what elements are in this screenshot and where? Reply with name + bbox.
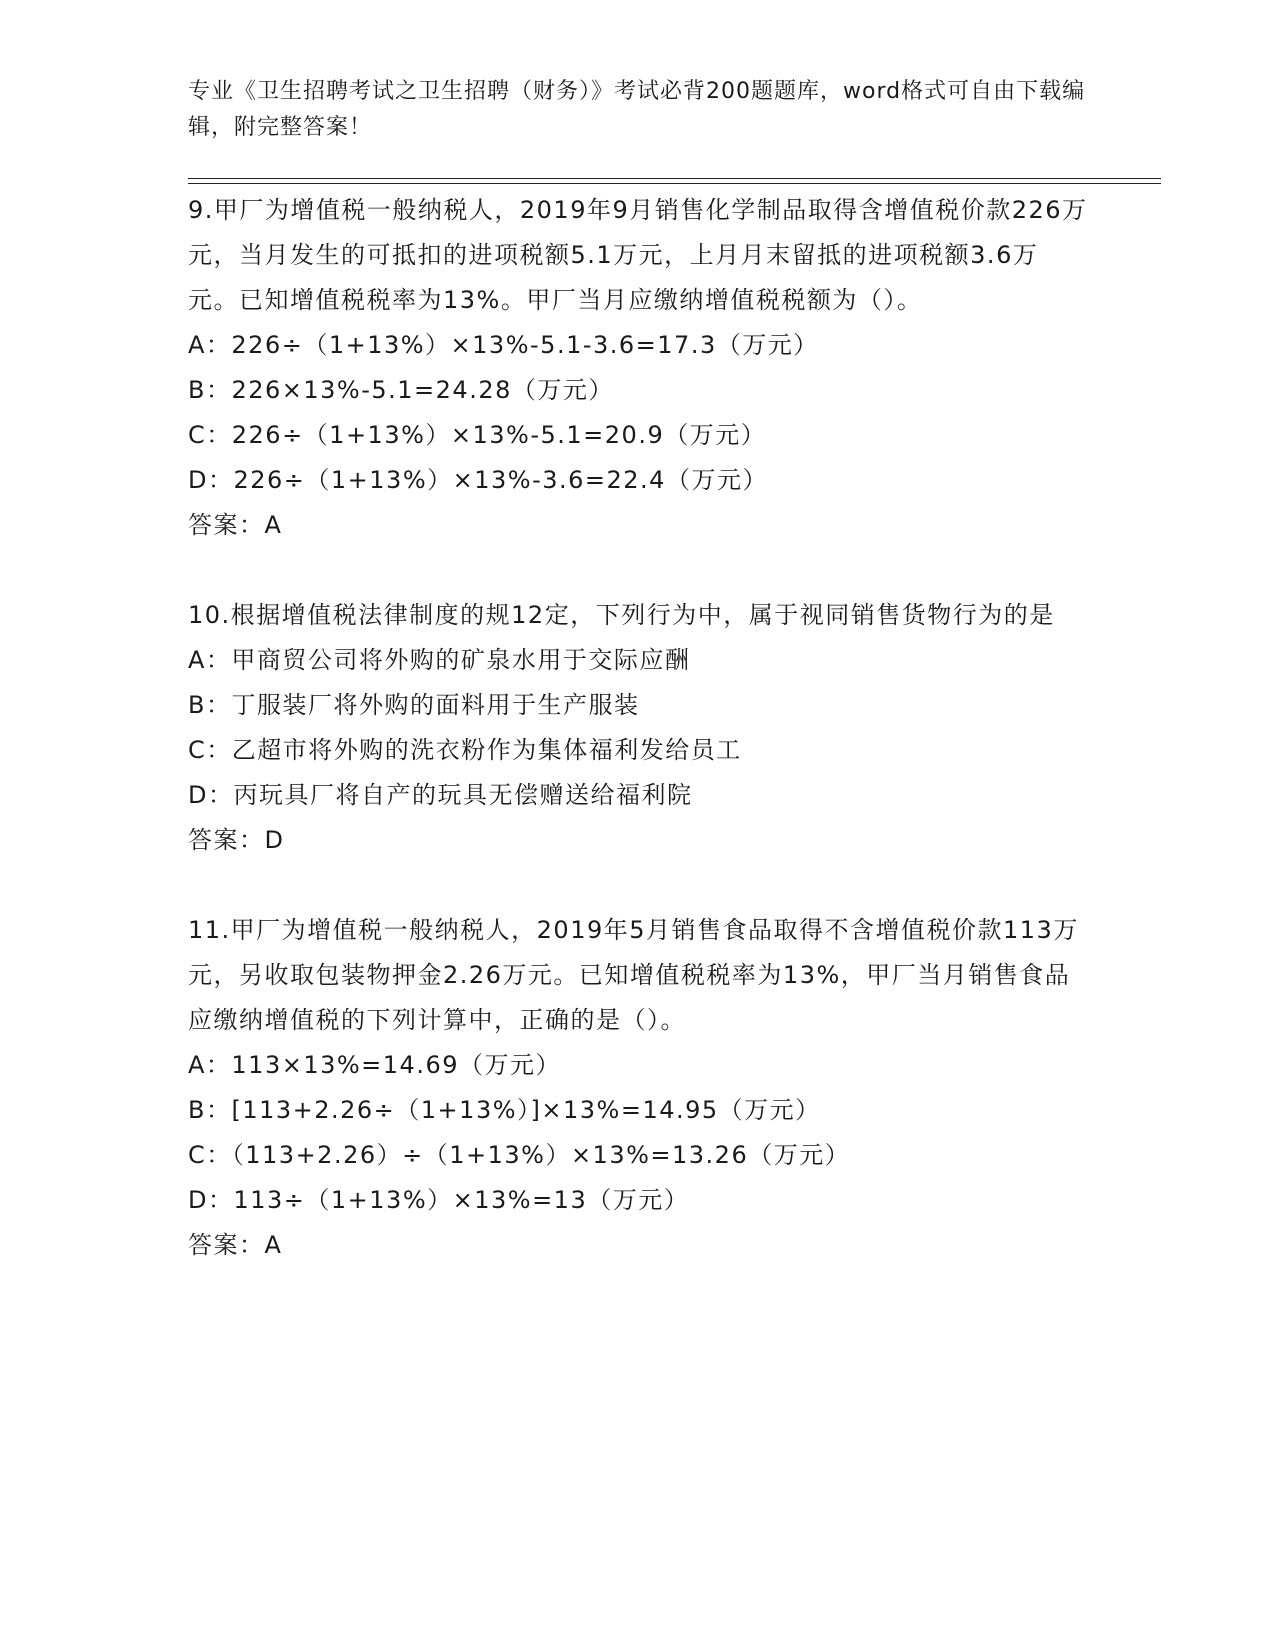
question-stem: 11.甲厂为增值税一般纳税人，2019年5月销售食品取得不含增值税价款113万元，另收取包装物押金2.26万元。已知增值税税率为13%，甲厂当月销售食品应缴纳增值税的下列计算中，正确的是（）。 — [188, 916, 1079, 1034]
question-spacer — [188, 863, 1088, 908]
option-d: D：226÷（1+13%）×13%-3.6=22.4（万元） — [188, 466, 768, 494]
answer-line: 答案：D — [188, 826, 285, 854]
question-list — [188, 188, 1088, 1268]
option-d: D：丙玩具厂将自产的玩具无偿赠送给福利院 — [188, 781, 693, 809]
question-spacer — [188, 548, 1088, 593]
header-divider-top — [188, 178, 1161, 179]
option-b: B：226×13%-5.1=24.28（万元） — [188, 376, 614, 404]
option-b: B：丁服装厂将外购的面料用于生产服装 — [188, 691, 640, 719]
question-stem: 9.甲厂为增值税一般纳税人，2019年9月销售化学制品取得含增值税价款226万元，当月发生的可抵扣的进项税额5.1万元，上月月末留抵的进项税额3.6万元。已知增值税税率为13%。甲厂当月应缴纳增值税税额为（）。 — [188, 196, 1088, 314]
question-item — [188, 593, 1088, 863]
option-b: B：[113+2.26÷（1+13%）]×13%=14.95（万元） — [188, 1096, 821, 1124]
option-c: C：226÷（1+13%）×13%-5.1=20.9（万元） — [188, 421, 767, 449]
answer-line: 答案：A — [188, 1231, 283, 1259]
option-a: A：226÷（1+13%）×13%-5.1-3.6=17.3（万元） — [188, 331, 819, 359]
question-item — [188, 908, 1088, 1268]
question-stem: 10.根据增值税法律制度的规12定，下列行为中，属于视同销售货物行为的是 — [188, 601, 1055, 629]
option-c: C：（113+2.26）÷（1+13%）×13%=13.26（万元） — [188, 1141, 851, 1169]
answer-line: 答案：A — [188, 511, 283, 539]
option-d: D：113÷（1+13%）×13%=13（万元） — [188, 1186, 690, 1214]
header-divider-bottom — [188, 183, 1161, 184]
option-a: A：113×13%=14.69（万元） — [188, 1051, 561, 1079]
option-a: A：甲商贸公司将外购的矿泉水用于交际应酬 — [188, 646, 691, 674]
document-header: 专业《卫生招聘考试之卫生招聘（财务）》考试必背200题题库，word格式可自由下载编辑，附完整答案！ — [188, 79, 1086, 140]
question-item — [188, 188, 1088, 548]
option-c: C：乙超市将外购的洗衣粉作为集体福利发给员工 — [188, 736, 742, 764]
